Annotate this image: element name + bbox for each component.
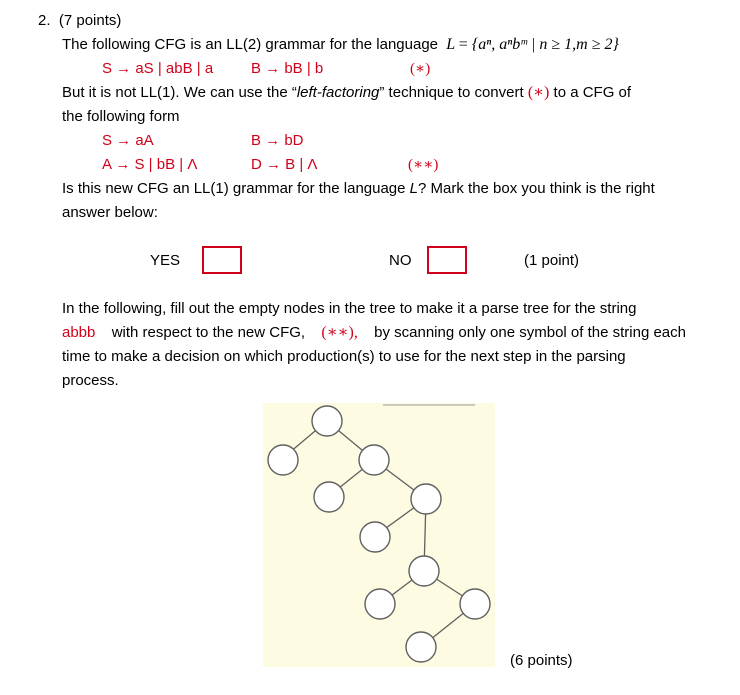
lf-text-end: to a CFG of <box>553 84 632 101</box>
language-def <box>442 36 619 53</box>
left-factoring-line <box>62 84 631 102</box>
language-symbol: L <box>446 36 455 53</box>
parse-mid: with respect to the new CFG, <box>111 324 306 341</box>
lf-emphasis: left-factoring <box>296 84 380 101</box>
language-eq: = <box>458 36 468 53</box>
ask-text-before: Is this new CFG an LL(1) grammar for the language <box>62 180 406 197</box>
tree-node[interactable] <box>365 589 395 619</box>
parse-string: abbb <box>62 324 96 341</box>
parse-line-3: time to make a decision on which production(s) to use for the next step in the parsing <box>62 348 626 365</box>
tree-points: (6 points) <box>510 652 573 669</box>
answer-below-line: answer below: <box>62 204 158 221</box>
following-form-line: the following form <box>62 108 180 125</box>
question-header <box>38 12 121 30</box>
grammar2-b-rule: B → bD <box>251 132 304 149</box>
grammar1-s-rule: S → aS | abB | a <box>102 60 214 77</box>
tree-node[interactable] <box>314 482 344 512</box>
grammar2-tag: (∗∗) <box>408 157 439 173</box>
tree-node-root[interactable] <box>312 406 342 436</box>
grammar2-d-rule: D → B | Λ <box>251 156 318 173</box>
ask-language: L <box>409 180 419 197</box>
tree-node[interactable] <box>409 556 439 586</box>
parse-line-1: In the following, fill out the empty nodes in the tree to make it a parse tree for the string <box>62 300 637 317</box>
parse-line-4: process. <box>62 372 119 389</box>
lf-text-after: ” technique to convert <box>379 84 524 101</box>
tree-node[interactable] <box>268 445 298 475</box>
grammar1-b-rule: B → bB | b <box>251 60 324 77</box>
ask-line <box>62 180 655 198</box>
yes-checkbox[interactable] <box>202 246 242 274</box>
parse-tree <box>263 403 495 667</box>
intro-text: The following CFG is an LL(2) grammar for the language <box>62 36 439 53</box>
parse-end: by scanning only one symbol of the string each <box>374 324 686 341</box>
question-points: (7 points) <box>58 12 122 29</box>
no-label: NO <box>389 252 412 269</box>
tree-node[interactable] <box>406 632 436 662</box>
no-checkbox[interactable] <box>427 246 467 274</box>
tree-node[interactable] <box>359 445 389 475</box>
grammar1-tag: (∗) <box>410 61 431 77</box>
tree-node[interactable] <box>460 589 490 619</box>
lf-text-before: But it is not LL(1). We can use the “ <box>62 84 297 101</box>
yes-label: YES <box>150 252 181 269</box>
ask-text-after: ? Mark the box you think is the right <box>418 180 655 197</box>
grammar2-s-rule: S → aA <box>102 132 154 149</box>
answer-points: (1 point) <box>524 252 580 269</box>
parse-line-2 <box>62 324 686 342</box>
parse-tag: (∗∗), <box>321 324 358 341</box>
question-number: 2. <box>38 12 51 29</box>
lf-tag: (∗) <box>527 84 550 101</box>
grammar2-a-rule: A → S | bB | Λ <box>102 156 198 173</box>
tree-node[interactable] <box>360 522 390 552</box>
tree-node[interactable] <box>411 484 441 514</box>
intro-line <box>62 36 619 54</box>
language-set: {aⁿ, aⁿbᵐ | n ≥ 1,m ≥ 2} <box>471 36 619 53</box>
